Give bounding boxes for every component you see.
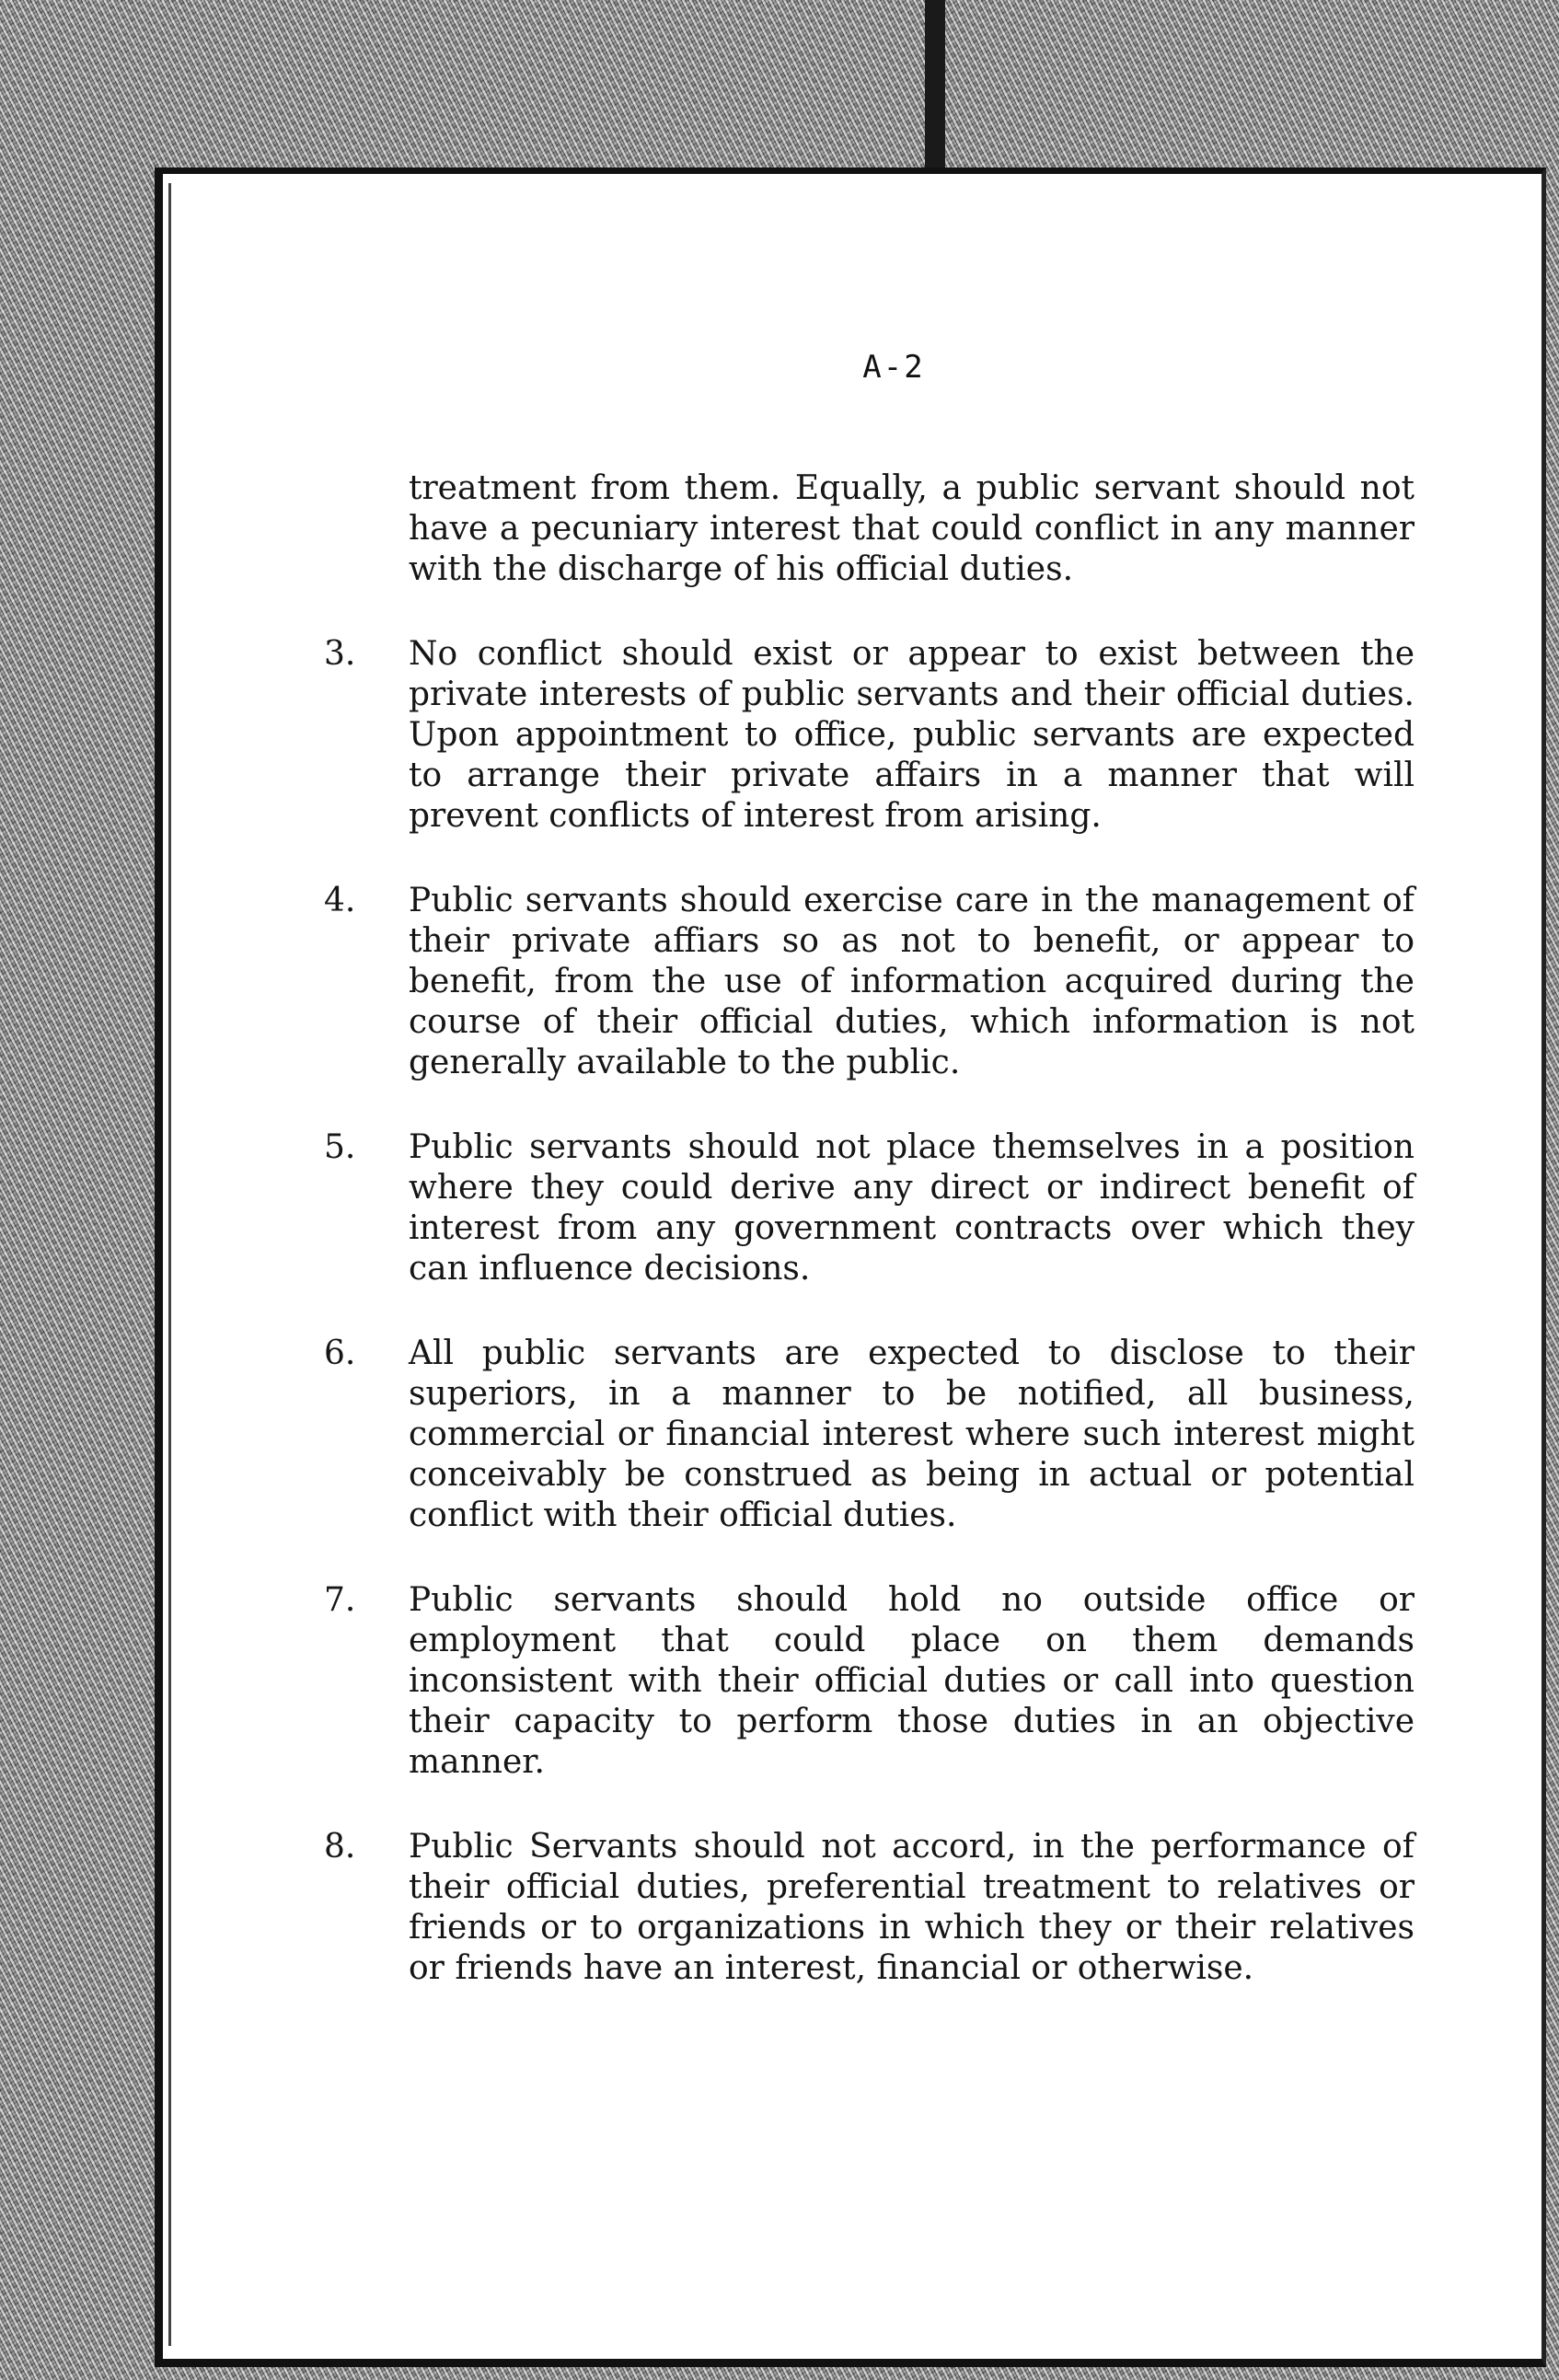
item-number: 4. — [324, 882, 356, 919]
list-item — [324, 1827, 1415, 1989]
item-text: Public Servants should not accord, in the performance of their official duties, preferential treatment to relatives or friends or to organizations in which they or their relatives or friends have an interest, financial or otherwise. — [409, 1828, 1415, 1987]
list-item — [324, 881, 1415, 1083]
item-text: No conflict should exist or appear to exist between the private interests of public servants and their official duties. Upon appointment to office, public servants are expected to arrange their private affairs in a manner that will prevent conflicts of interest from arising. — [409, 635, 1415, 835]
page-content — [324, 468, 1415, 1989]
item-number: 8. — [324, 1828, 356, 1866]
list-item — [324, 1334, 1415, 1536]
intro-paragraph: treatment from them. Equally, a public servant should not have a pecuniary interest that could conflict in any manner with the discharge of his official duties. — [409, 469, 1415, 588]
item-number: 7. — [324, 1581, 356, 1619]
list-item — [324, 634, 1415, 837]
list-item — [324, 1127, 1415, 1289]
item-text: All public servants are expected to disclose to their superiors, in a manner to be notified, all business, commercial or financial interest where such interest might conceivably be construed as being in actual or potential conflict with their official duties. — [409, 1334, 1415, 1534]
item-text: Public servants should exercise care in the management of their private affiars so as not to benefit, or appear to benefit, from the use of information acquired during the course of their official duties, which information is not generally available to the public. — [409, 882, 1415, 1081]
item-text: Public servants should hold no outside office or employment that could place on them demands inconsistent with their official duties or call into question their capacity to perform those duties in an objective manner. — [409, 1581, 1415, 1781]
page-number: A-2 — [862, 349, 925, 386]
item-number: 6. — [324, 1334, 356, 1372]
list-item — [324, 1580, 1415, 1783]
item-number: 5. — [324, 1128, 356, 1166]
item-text: Public servants should not place themselves in a position where they could derive any direct or indirect benefit of interest from any government contracts over which they can influence decisions. — [409, 1128, 1415, 1288]
scan-background-strip — [925, 0, 945, 170]
document-page — [155, 168, 1546, 2367]
item-number: 3. — [324, 635, 356, 673]
